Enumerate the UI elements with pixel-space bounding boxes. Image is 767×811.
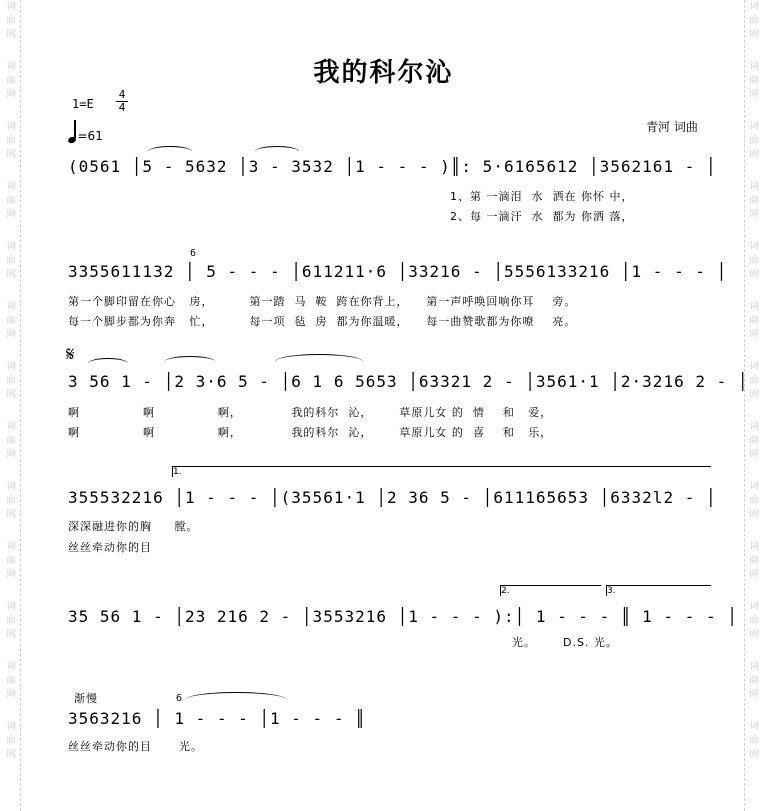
watermark-char: 曲 (749, 196, 759, 206)
slur (186, 692, 286, 707)
watermark-char: 曲 (749, 736, 759, 746)
watermark-char: 网 (749, 270, 759, 280)
system-3-lyric-1: 啊 啊 啊， 我的科尔 沁， 草原儿女 的 情 和 爱， (68, 406, 553, 419)
watermark-char: 网 (6, 750, 16, 760)
watermark-char: 网 (6, 570, 16, 580)
tempo-marking (68, 122, 103, 143)
watermark-char: 网 (6, 510, 16, 520)
watermark-char: 词 (6, 302, 16, 312)
watermark-char: 曲 (749, 316, 759, 326)
watermark-char: 曲 (749, 76, 759, 86)
watermark-char: 网 (749, 30, 759, 40)
watermark-char: 网 (6, 30, 16, 40)
song-title: 我的科尔沁 (313, 58, 454, 88)
system-6-lyric-1: 丝丝牵动你的目 光。 (68, 740, 203, 753)
system-6-notes: 3563216 │ 1 - - - │1 - - - ║ (68, 709, 366, 728)
watermark-char: 曲 (6, 376, 16, 386)
watermark-char: 词 (6, 662, 16, 672)
watermark-char: 曲 (6, 256, 16, 266)
watermark-char: 网 (749, 690, 759, 700)
system-4-lyric-1: 深深融进你的胸 膛。 (68, 520, 199, 533)
time-signature (116, 89, 128, 114)
watermark-char: 曲 (6, 736, 16, 746)
volta-1-label: 1. (173, 467, 182, 477)
system-1-lyric-2: 2、每 一滴汗 水 都为 你洒 落， (450, 210, 634, 223)
watermark-char: 网 (749, 150, 759, 160)
watermark-char: 词 (749, 182, 759, 192)
volta-3-label: 3. (607, 586, 616, 596)
watermark-char: 词 (6, 182, 16, 192)
system-2-lyric-2: 每一个脚步都为你奔 忙， 每一项 毡 房 都为你温暖， 每一曲赞歌都为你嘹 亮。 (68, 315, 577, 328)
watermark-char: 词 (6, 362, 16, 372)
watermark-char: 曲 (6, 556, 16, 566)
watermark-char: 词 (749, 662, 759, 672)
system-6-chord-mark: 6 (176, 693, 183, 704)
watermark-char: 曲 (749, 436, 759, 446)
system-2-notes: 3355611132 │ 5 - - - │611211·6 │33216 - │5556133216 │1 - - - │ (68, 262, 728, 281)
watermark-char: 曲 (749, 556, 759, 566)
slur (165, 356, 215, 367)
watermark-char: 网 (749, 330, 759, 340)
system-4-notes: 355532216 │1 - - - │(35561·1 │2 36 5 - │611165653 │6332l2 - │ (68, 488, 717, 507)
system-5-lyric-1: 光。 D.S. 光。 (512, 636, 618, 649)
watermark-right (744, 0, 763, 811)
watermark-char: 曲 (6, 16, 16, 26)
watermark-char: 网 (6, 150, 16, 160)
system-4-lyric-2: 丝丝牵动你的目 (68, 541, 152, 554)
watermark-char: 词 (749, 302, 759, 312)
time-signature-top: 4 (116, 89, 128, 102)
watermark-char: 网 (6, 690, 16, 700)
slur (275, 354, 363, 369)
watermark-char: 词 (749, 2, 759, 12)
watermark-char: 曲 (749, 256, 759, 266)
watermark-char: 词 (749, 722, 759, 732)
system-2-chord-mark: 6 (190, 248, 197, 259)
watermark-char: 网 (6, 330, 16, 340)
watermark-char: 词 (749, 122, 759, 132)
watermark-char: 词 (6, 722, 16, 732)
watermark-char: 词 (749, 242, 759, 252)
segno-icon: 𝄋 (66, 342, 75, 366)
watermark-char: 曲 (6, 676, 16, 686)
watermark-char: 网 (6, 630, 16, 640)
watermark-char: 网 (749, 510, 759, 520)
watermark-char: 网 (6, 270, 16, 280)
slur (255, 146, 299, 157)
time-signature-bottom: 4 (118, 101, 126, 114)
system-3-notes: 3 56 1 - │2 3·6 5 - │6 1 6 5653 │63321 2 - │3561·1 │2·3216 2 - │ (68, 372, 749, 391)
volta-3 (606, 585, 711, 596)
watermark-char: 曲 (749, 496, 759, 506)
watermark-char: 词 (749, 542, 759, 552)
watermark-char: 词 (6, 542, 16, 552)
watermark-char: 网 (6, 210, 16, 220)
watermark-char: 曲 (6, 616, 16, 626)
watermark-char: 词 (6, 122, 16, 132)
watermark-char: 词 (6, 242, 16, 252)
watermark-char: 词 (749, 62, 759, 72)
watermark-char: 网 (749, 90, 759, 100)
watermark-char: 词 (749, 362, 759, 372)
watermark-char: 曲 (6, 316, 16, 326)
watermark-char: 曲 (749, 376, 759, 386)
watermark-left (2, 0, 21, 811)
volta-2-label: 2. (501, 586, 510, 596)
author-credit: 青河 词曲 (646, 120, 698, 134)
watermark-char: 网 (749, 450, 759, 460)
volta-2 (500, 585, 601, 596)
watermark-char: 词 (6, 602, 16, 612)
watermark-char: 曲 (6, 196, 16, 206)
watermark-char: 网 (6, 390, 16, 400)
watermark-char: 词 (6, 482, 16, 492)
tempo-value: =61 (77, 129, 103, 143)
watermark-char: 词 (6, 62, 16, 72)
watermark-char: 曲 (6, 136, 16, 146)
key-signature: 1=E (72, 97, 94, 111)
system-5-notes: 35 56 1 - │23 216 2 - │3553216 │1 - - - ):│ 1 - - - ║ 1 - - - │ (68, 607, 738, 626)
watermark-char: 曲 (749, 616, 759, 626)
watermark-char: 词 (749, 602, 759, 612)
system-3-lyric-2: 啊 啊 啊， 我的科尔 沁， 草原儿女 的 喜 和 乐， (68, 426, 553, 439)
watermark-char: 曲 (749, 16, 759, 26)
watermark-char: 网 (749, 570, 759, 580)
watermark-char: 曲 (749, 136, 759, 146)
system-6-tempo-text: 渐慢 (74, 692, 98, 705)
watermark-char: 曲 (749, 676, 759, 686)
watermark-char: 网 (749, 630, 759, 640)
watermark-char: 词 (749, 422, 759, 432)
slur (148, 146, 192, 157)
system-1-notes: (0561 │5 - 5632 │3 - 3532 │1 - - - )║: 5·6165612 │3562161 - │ (68, 157, 717, 176)
system-1-lyric-1: 1、第 一滴泪 水 洒在 你怀 中， (450, 190, 634, 203)
watermark-char: 网 (6, 450, 16, 460)
volta-1 (172, 466, 711, 477)
watermark-char: 曲 (6, 436, 16, 446)
slur (88, 358, 128, 369)
watermark-char: 词 (6, 422, 16, 432)
watermark-char: 曲 (6, 76, 16, 86)
system-2-lyric-1: 第一个脚印留在你心 房， 第一踏 马 鞍 跨在你背上， 第一声呼唤回响你耳 旁。 (68, 295, 577, 308)
watermark-char: 词 (6, 2, 16, 12)
watermark-char: 曲 (6, 496, 16, 506)
watermark-char: 网 (749, 210, 759, 220)
watermark-char: 网 (749, 750, 759, 760)
watermark-char: 网 (6, 90, 16, 100)
watermark-char: 网 (749, 390, 759, 400)
watermark-char: 词 (749, 482, 759, 492)
